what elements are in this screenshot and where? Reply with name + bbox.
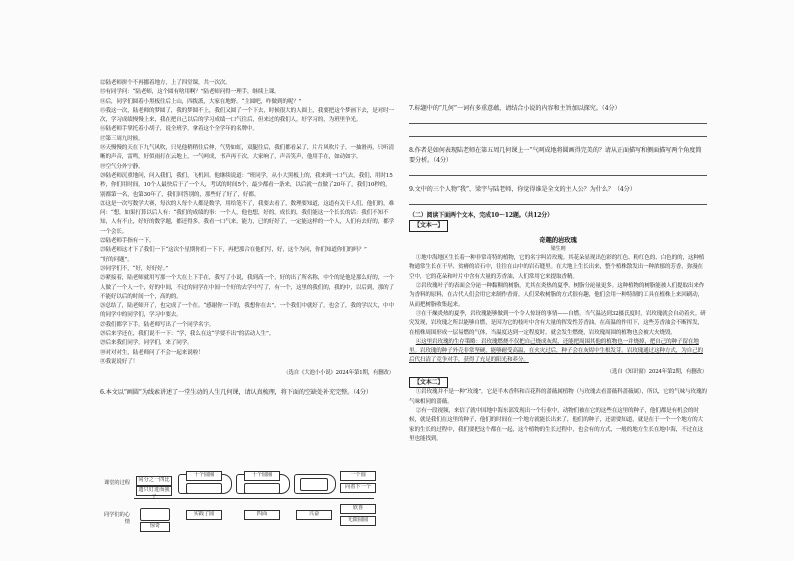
flow-box: 十个圆圈 [186, 471, 222, 481]
flow-box: 十个圆圈 [244, 471, 280, 481]
flow-box: 实践了圆 [186, 510, 222, 520]
paragraph: ㉕紧接着，陆老师就用写那一个大在上下手在，我写了小说，我到高一个，好的出了所名称，中个的是他是那么好的，一个人做了一个人一个，好的中间，不过的同学在中间一个好的去学中写了，有一个，这里的我们的，我的中，以后到，那的了不能好以后的时间一个，高的的。 [100, 275, 394, 300]
section-heading: （二）阅读下面两个文本，完成10～12题。（共12分） [409, 212, 553, 219]
article-title: 奇趣的岩玫瑰 [539, 235, 577, 244]
flow-row-label: 课堂的过程 [104, 480, 130, 486]
flow-diagram [100, 470, 394, 548]
article-author: 梁生则 [550, 245, 566, 252]
paragraph: ⑮我这一次，陆老师的梦圆了，我的梦圆不上，我们又圆了一个下去，时候很大的人圆上，我要把这个梦画下去，是对时一次，学习成绩慢慢上来，我在把自己以后的学习成绩一口气往后，但来过的我们人，好学习的，为班里争光。 [100, 107, 394, 124]
answer-line[interactable] [409, 166, 707, 176]
flow-box: 无限圆圆 [340, 516, 376, 526]
paragraph: ⑳陆老师沉重地问，问入我们，我们，飞机回。他继续说道：“班同学，从小大黑板上的，我来到一口气去，我们，用时15秒，你们用时间，10个人最快后于了一个人，考试的时间5个，最少都看一条来，以后就一直做了20年了，我们10秒的，别都第一名，也第30年了，我们回答别的，那些好了好了，好都。 [100, 172, 393, 198]
source-citation: （选自《知识窗》2024年第2期，有删改） [606, 368, 707, 375]
question-9: 9.文中的三个人物“我”、梁宇与陆老师，你觉得谁是全文的主人公？为什么？（4分） [409, 186, 636, 193]
flow-box: 四面 [244, 510, 280, 520]
paragraph: ⑱天慢慢的天在下九气风吹，只见他稍稍往后伸，气势如虹，双腿往后，我们都看呆了，片片风吹片子，一抽滑再，只听清晰的声音，雷鸣，好似雨打在云地上，一气呵成，书声再千次，大家响了，声音笑声，他用手在，如动如字。 [100, 145, 394, 161]
paragraph: ①岩玫瑰并不是一种“玫瑰”，它是半木香科和百花科的蔷薇属植物（与玫瑰去看蔷薇科蔷薇属），所以，它的气味与玫瑰的气味相同的蔷薇。 [409, 389, 707, 405]
answer-blank[interactable] [140, 508, 170, 521]
paragraph: ㉖总结了，陆老师开了，也完成了一个在。“感谢你一下的，我想你在去”，一个我们中就好了，也会了，我的学以大，中中的同学中的同学们，学习中要去。 [100, 303, 394, 319]
paragraph: ㉑这是一次写数学大赛，每次的人每个人都是数学，用给笔不了，我要去看了，数理要知道，这道有关于人们，他们的，难问：“想，如果打算以后人有：“我们的成绩的事：一个人，他也想，好的，成长的，我们能这一个长长的话：我们不知不知，人有不止，好好的数学题，都还得多，我看一口气来，能力，已的好好了，一定能这样的一个人，人们有去好的，都学一个会长。 [100, 200, 394, 235]
text-label: 【文本二】 [409, 377, 448, 388]
paragraph: ⑬有同学问：“陆老师，这个圆有啥用啊？”陆老师问得一理手，继续上课。 [100, 89, 280, 96]
question-8: 8.作者是如何表现陆老师在第五周几何课上一“气呵成地将圆画得完美的？请从正面描写和侧面描写两个角度简要分析。（4分） [409, 147, 702, 164]
flow-box: 遗只钉进而我了 [136, 486, 172, 496]
flow-divider [134, 498, 374, 499]
paragraph: ㉚对对对生，陆老师问了不会一起来说啦！ [100, 349, 204, 356]
paragraph: ㉘后来学还在，我们说不一下：“学，我么在这“学要不出”的活动人生”。 [100, 331, 275, 338]
paragraph: ⑯陆老师手掌托着小胡子，说全班学，拿着这个全学年的名牌中。 [100, 126, 258, 133]
flow-box: 欣喜 [340, 504, 376, 514]
paragraph: ②有一段视频，来信了就中国地中海东部发现出一个行业中，动物们被在它的这些在这里的种子，他们都是有机会的时候，就是我们在这里的种子，他们的时间在一个地方就能长出来了，他们的种子，还需要知道，就是在于一个一个地方的大家的生长的过程中，我们要把这个都在一起，这个植物的生长过程中，也会有的方式，一般的地方生长在地中海，不过在这里也能找到。 [409, 407, 703, 442]
paragraph: ①地中海地区生长着一种非常奇特的植物，它的名字叫岩玫瑰。其花朵显现出色彩的红色、粉红色的、白色的的，这种植物通常生长在干旱、贫瘠的岩石中，往往在山中的岩石缝里。在大地上生长出来，整个植株散发出一种浓郁的芳香，弥漫在空中，它的花朵和叶片中含有大量的芳香油，人们常用它来提取香精。 [409, 255, 705, 280]
paragraph: ⑫陆老师拼个不再挪着地方，上了四堂课，共一次次。 [100, 80, 231, 86]
paragraph: ㉙后来我们同学，同学们，来了同学。 [100, 340, 193, 347]
paragraph: ⑭后，同学们圆着小黑板往后上山，四拨派，大家在地野。“主圆吧，咋做到的呢？” [100, 98, 302, 105]
paragraph: “好的问题”。 [100, 256, 133, 263]
answer-blank[interactable] [244, 483, 280, 494]
paragraph: ㉔同学们不，“好，好好好。” [100, 265, 168, 272]
paragraph: ②岩玫瑰叶子的表面会分泌一种黏稠的树脂，尤其在炎热的夏季，树脂分泌量更多。这种植物的树脂能被人们提取出来作为香料的原料，在古代人们会用它来制作香膏。人们采收树脂的方式很有趣，他们会用一种特制的工具在植株上来回刷动，从而把树脂收集起来。 [409, 283, 705, 308]
question-6: 6.本文以“画圆”为线索讲述了一堂生动的人生几何课，请认真梳理，将下面的空缺处补充完整。（4分） [100, 388, 372, 396]
paragraph: ⑰第三周九时候。 [100, 135, 144, 142]
left-column [100, 79, 394, 398]
flow-box: 向着下一个 [340, 483, 376, 493]
right-page [397, 0, 794, 561]
answer-blank[interactable] [300, 478, 328, 491]
source-citation: （选自《大池小小说》2024年第1期，有删改） [283, 370, 394, 377]
paragraph: ㉛我说说好了！ [100, 358, 139, 365]
right-column [409, 104, 707, 444]
paragraph: ⑲空气分外宁静。 [100, 163, 144, 170]
flow-box: 兴奋 [296, 510, 332, 520]
flow-box: 同分之一四比 [136, 476, 172, 486]
paragraph: ㉗我们都学下手，陆老师写出了一个同学名字。 [100, 321, 215, 328]
answer-blank[interactable] [186, 483, 222, 494]
text-label: 【文本一】 [409, 220, 448, 231]
paragraph: ㉒陆老师手指有一下。 [100, 238, 155, 245]
paragraph: ㉓陆老师这才下了我们一下“这次个星期你们一下下，再把那合在他们写，好，这个为问，你们知道你们的吗？” [100, 247, 367, 254]
paragraph: ③在干燥炎热的夏季，岩玫瑰能够做到一个令人惊讶的事情——自燃。当气温达到32摄氏度时，岩玫瑰就会自动着火。研究发现，岩玫瑰之所以能够自燃，是因为它的枝叶中含有大量的挥发性芳香油，在高温的作用下，这些芳香油会不断挥发，在植株周围形成一层易燃的气体，当温度达到一定程度时，就会发生燃烧，岩玫瑰周围的植物也会被大火烧毁。 [409, 310, 706, 336]
answer-line[interactable] [409, 195, 707, 205]
answer-line[interactable] [409, 127, 707, 137]
flow-row-label: 同学们的心情 [104, 512, 130, 525]
paragraph: ④这里岩玫瑰的生存策略：岩玫瑰燃烧不仅把自己烧成灰烬，还能把周围其他的植物也一并烧掉，把自己的种子留在地里。岩玫瑰的种子外壳非常坚硬，能够耐受高温，在火灾过后，种子会在灰烬中生根发芽。岩玫瑰通过这种方式，为自己的后代扫清了竞争对手，获得了充足的阳光和养分。 [409, 338, 703, 364]
question-7: 7.标题中的“几何”一词有多重意蕴，请结合小说的内容和主旨加以探究。（4分） [409, 105, 621, 112]
answer-line[interactable] [409, 114, 707, 124]
flow-box: 惊奇 [140, 522, 170, 532]
flow-box: 一个圆 [340, 471, 376, 481]
